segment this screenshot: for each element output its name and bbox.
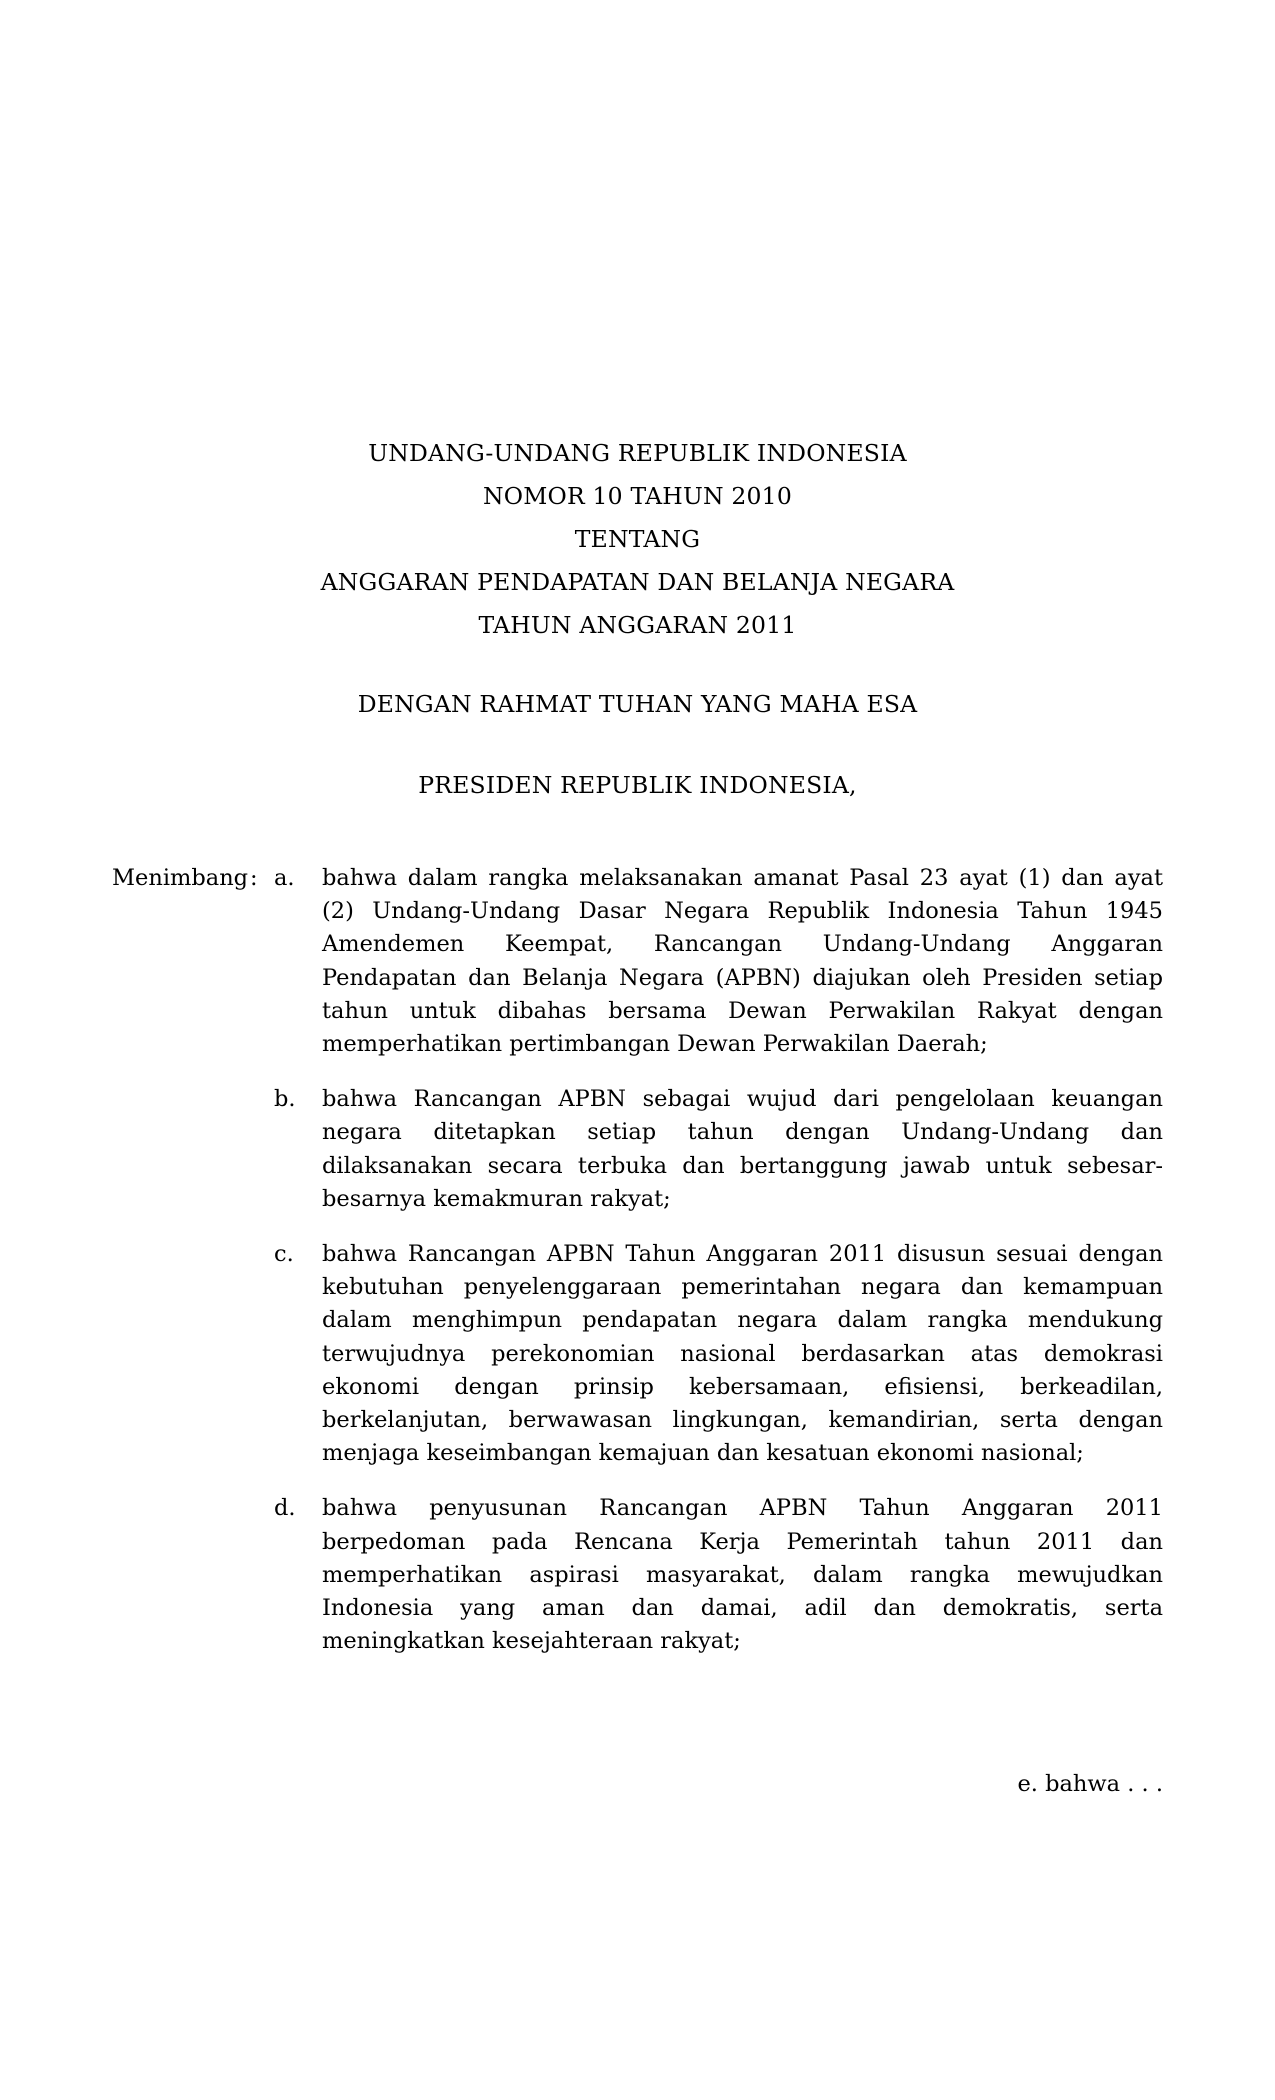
- title-spacer-2: [112, 726, 1163, 764]
- page-catchword: e. bahwa . . .: [1017, 1771, 1163, 1797]
- considering-item-b: [112, 1083, 1163, 1216]
- considering-label: Menimbang: [112, 865, 249, 891]
- item-marker: c.: [274, 1241, 294, 1268]
- document-title-line-1: UNDANG-UNDANG REPUBLIK INDONESIA: [368, 439, 907, 467]
- item-text: bahwa Rancangan APBN Tahun Anggaran 2011 disusun sesuai dengan kebutuhan penyelenggaraan pemerintahan negara dan kemampuan dalam menghimpun pendapatan negara dalam rangka mendukung terwujudnya perekonomian nasional berdasarkan atas demokrasi ekonomi dengan prinsip kebersamaan, efisiensi, berkeadilan, berkelanjutan, berwawasan lingkungan, kemandirian, serta dengan menjaga keseimbangan kemajuan dan kesatuan ekonomi nasional;: [322, 1241, 1163, 1467]
- document-number-line: NOMOR 10 TAHUN 2010: [483, 482, 792, 510]
- document-subject-line: ANGGARAN PENDAPATAN DAN BELANJA NEGARA: [320, 568, 955, 596]
- fiscal-year-line: TAHUN ANGGARAN 2011: [478, 611, 797, 639]
- title-block: [112, 432, 1163, 807]
- item-text: bahwa penyusunan Rancangan APBN Tahun Anggaran 2011 berpedoman pada Rencana Kerja Pemerintah tahun 2011 dan memperhatikan aspirasi masyarakat, dalam rangka mewujudkan Indonesia yang aman dan damai, adil dan demokratis, serta meningkatkan kesejahteraan rakyat;: [322, 1495, 1163, 1655]
- considering-colon: :: [250, 865, 258, 891]
- authority-line: PRESIDEN REPUBLIK INDONESIA,: [418, 771, 857, 799]
- item-marker: a.: [274, 865, 295, 891]
- about-keyword-line: TENTANG: [574, 525, 701, 553]
- considering-item-d: [112, 1492, 1163, 1658]
- considering-item-c: [112, 1238, 1163, 1470]
- item-marker: b.: [274, 1086, 296, 1113]
- item-text: bahwa dalam rangka melaksanakan amanat Pasal 23 ayat (1) dan ayat (2) Undang-Undang Dasar Negara Republik Indonesia Tahun 1945 Amendemen Keempat, Rancangan Undang-Undang Anggaran Pendapatan dan Belanja Negara (APBN) diajukan oleh Presiden setiap tahun untuk dibahas bersama Dewan Perwakilan Rakyat dengan memperhatikan pertimbangan Dewan Perwakilan Daerah;: [322, 865, 1163, 1058]
- title-spacer-1: [112, 647, 1163, 683]
- considering-item-a: [112, 862, 1163, 1061]
- considering-section: [112, 862, 1163, 1658]
- item-marker: d.: [274, 1495, 296, 1522]
- item-text: bahwa Rancangan APBN sebagai wujud dari pengelolaan keuangan negara ditetapkan setiap tahun dengan Undang-Undang dan dilaksanakan secara terbuka dan bertanggung jawab untuk sebesar-besarnya kemakmuran rakyat;: [322, 1086, 1163, 1212]
- blessing-line: DENGAN RAHMAT TUHAN YANG MAHA ESA: [357, 690, 918, 718]
